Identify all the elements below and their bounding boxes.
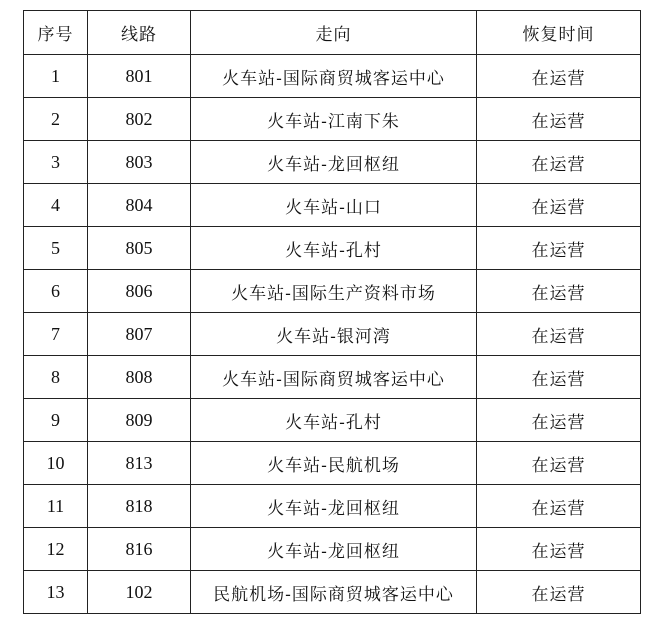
table-row bbox=[24, 571, 641, 614]
cell-direction: 火车站-龙回枢纽 bbox=[191, 528, 477, 571]
cell-seq: 11 bbox=[24, 485, 88, 528]
table-body bbox=[24, 55, 641, 614]
cell-status: 在运营 bbox=[477, 184, 641, 227]
cell-seq: 7 bbox=[24, 313, 88, 356]
header-resume-time: 恢复时间 bbox=[477, 11, 641, 55]
table-row bbox=[24, 442, 641, 485]
table-row bbox=[24, 356, 641, 399]
cell-status: 在运营 bbox=[477, 571, 641, 614]
cell-line: 803 bbox=[88, 141, 191, 184]
table-row bbox=[24, 141, 641, 184]
cell-status: 在运营 bbox=[477, 270, 641, 313]
table-row bbox=[24, 485, 641, 528]
cell-status: 在运营 bbox=[477, 442, 641, 485]
table-row bbox=[24, 270, 641, 313]
cell-seq: 4 bbox=[24, 184, 88, 227]
cell-direction: 火车站-国际生产资料市场 bbox=[191, 270, 477, 313]
cell-line: 102 bbox=[88, 571, 191, 614]
cell-direction: 火车站-江南下朱 bbox=[191, 98, 477, 141]
cell-status: 在运营 bbox=[477, 98, 641, 141]
cell-seq: 12 bbox=[24, 528, 88, 571]
cell-line: 816 bbox=[88, 528, 191, 571]
cell-status: 在运营 bbox=[477, 356, 641, 399]
cell-direction: 火车站-孔村 bbox=[191, 399, 477, 442]
cell-line: 804 bbox=[88, 184, 191, 227]
cell-status: 在运营 bbox=[477, 55, 641, 98]
cell-direction: 火车站-民航机场 bbox=[191, 442, 477, 485]
table-row bbox=[24, 313, 641, 356]
cell-line: 813 bbox=[88, 442, 191, 485]
cell-direction: 火车站-龙回枢纽 bbox=[191, 485, 477, 528]
cell-line: 802 bbox=[88, 98, 191, 141]
cell-direction: 火车站-银河湾 bbox=[191, 313, 477, 356]
header-line: 线路 bbox=[88, 11, 191, 55]
cell-direction: 火车站-国际商贸城客运中心 bbox=[191, 55, 477, 98]
cell-direction: 火车站-国际商贸城客运中心 bbox=[191, 356, 477, 399]
cell-status: 在运营 bbox=[477, 313, 641, 356]
header-direction: 走向 bbox=[191, 11, 477, 55]
cell-status: 在运营 bbox=[477, 141, 641, 184]
bus-routes-table bbox=[23, 10, 641, 614]
cell-seq: 9 bbox=[24, 399, 88, 442]
table-row bbox=[24, 528, 641, 571]
cell-line: 806 bbox=[88, 270, 191, 313]
cell-status: 在运营 bbox=[477, 227, 641, 270]
cell-line: 801 bbox=[88, 55, 191, 98]
cell-seq: 10 bbox=[24, 442, 88, 485]
cell-direction: 火车站-孔村 bbox=[191, 227, 477, 270]
cell-line: 809 bbox=[88, 399, 191, 442]
cell-direction: 火车站-山口 bbox=[191, 184, 477, 227]
table-row bbox=[24, 98, 641, 141]
cell-seq: 6 bbox=[24, 270, 88, 313]
header-seq: 序号 bbox=[24, 11, 88, 55]
cell-seq: 13 bbox=[24, 571, 88, 614]
cell-line: 818 bbox=[88, 485, 191, 528]
cell-seq: 1 bbox=[24, 55, 88, 98]
table-row bbox=[24, 184, 641, 227]
cell-line: 808 bbox=[88, 356, 191, 399]
table-header-row bbox=[24, 11, 641, 55]
cell-line: 805 bbox=[88, 227, 191, 270]
cell-status: 在运营 bbox=[477, 399, 641, 442]
cell-seq: 3 bbox=[24, 141, 88, 184]
table-row bbox=[24, 55, 641, 98]
cell-seq: 5 bbox=[24, 227, 88, 270]
cell-direction: 火车站-龙回枢纽 bbox=[191, 141, 477, 184]
cell-seq: 8 bbox=[24, 356, 88, 399]
table-row bbox=[24, 399, 641, 442]
cell-seq: 2 bbox=[24, 98, 88, 141]
cell-direction: 民航机场-国际商贸城客运中心 bbox=[191, 571, 477, 614]
cell-status: 在运营 bbox=[477, 528, 641, 571]
cell-status: 在运营 bbox=[477, 485, 641, 528]
table-row bbox=[24, 227, 641, 270]
cell-line: 807 bbox=[88, 313, 191, 356]
